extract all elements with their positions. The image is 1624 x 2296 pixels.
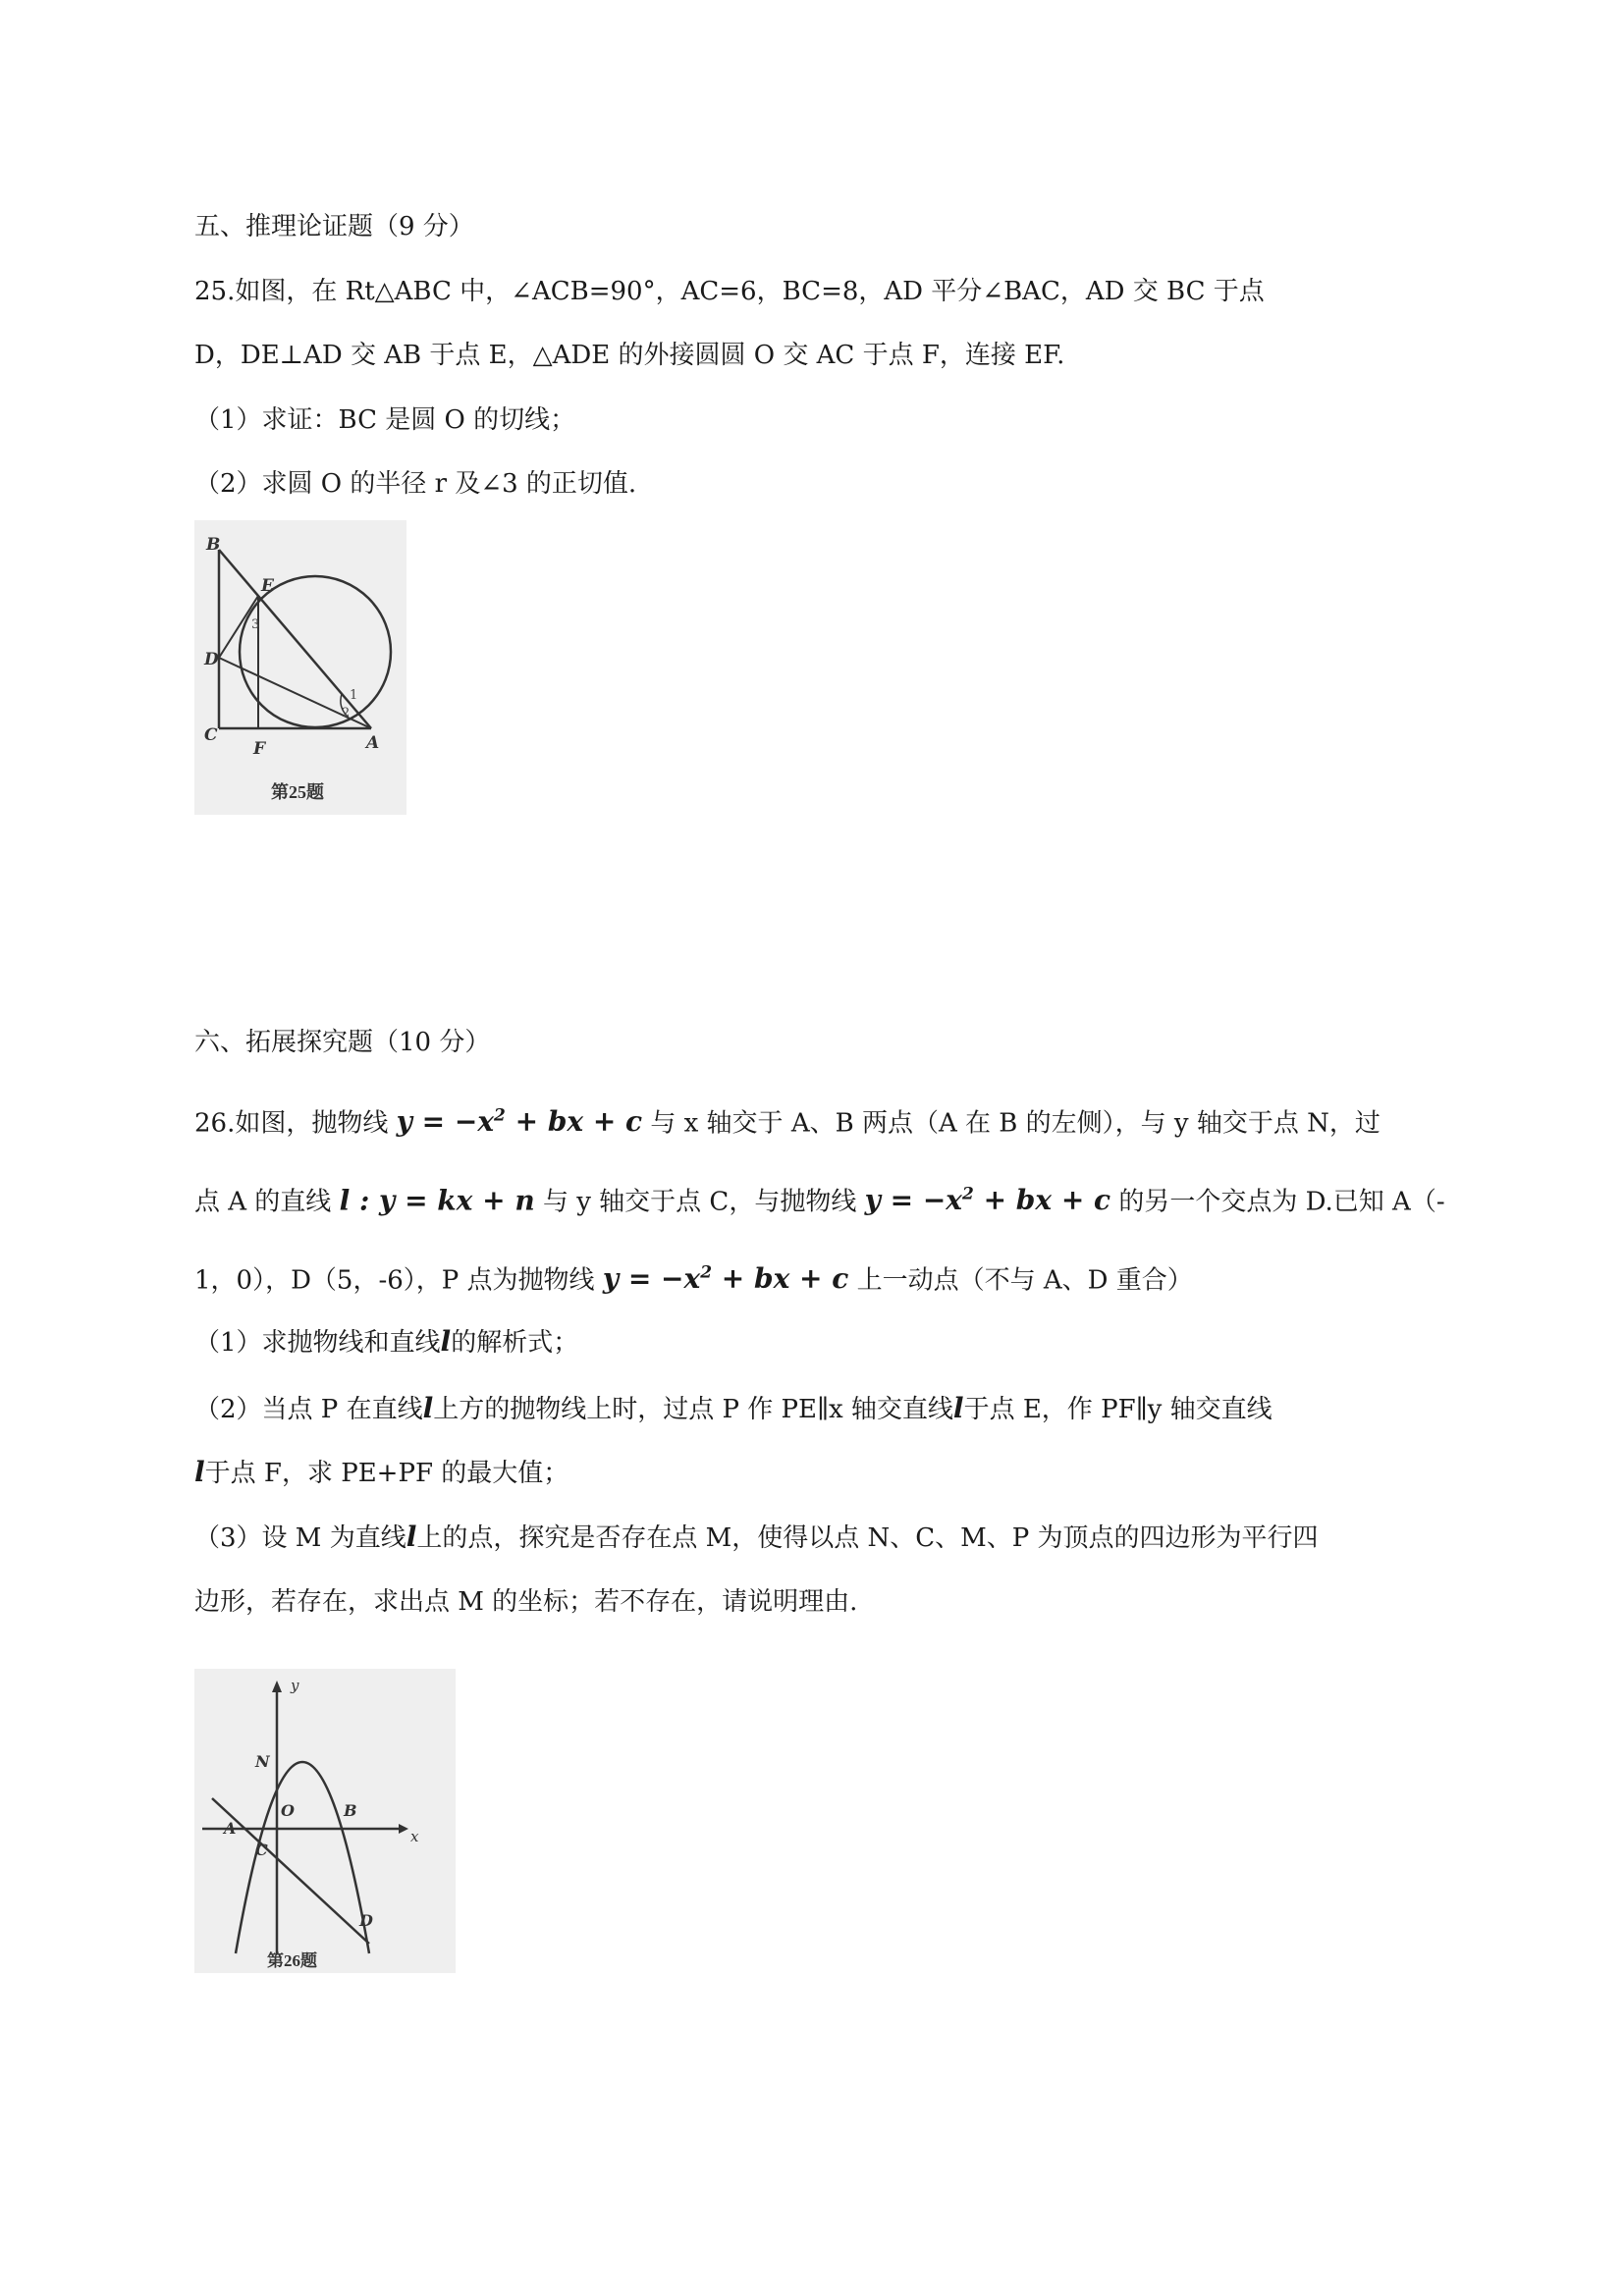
line-l-symbol: l (422, 1392, 434, 1424)
y-axis-arrow (272, 1681, 282, 1692)
q26-part3-line2: 边形，若存在，求出点 M 的坐标；若不存在，请说明理由. (194, 1587, 858, 1617)
q26-part3-text-a: （3）设 M 为直线 (194, 1523, 406, 1553)
section6-heading: 六、拓展探究题（10 分） (194, 1028, 491, 1057)
q25-figure (194, 520, 406, 815)
label-d: D (204, 650, 219, 669)
label-b-point: B (344, 1801, 357, 1820)
q26-line1 (194, 1099, 1380, 1140)
label-angle-3: 3 (251, 617, 260, 632)
label-d-point: D (359, 1911, 373, 1930)
q26-line3-text-a: 1，0），D（5，-6），P 点为抛物线 (194, 1265, 595, 1296)
figure-caption: 第25题 (271, 782, 324, 802)
line-l-symbol: l (406, 1521, 417, 1553)
x-axis-arrow (399, 1824, 408, 1834)
q26-part1-text-b: 的解析式； (451, 1328, 579, 1358)
line-l-symbol: l (952, 1392, 964, 1424)
label-n: N (255, 1752, 270, 1771)
q26-part1-text-a: （1）求抛物线和直线 (194, 1328, 441, 1358)
q26-line1-rest: 与 x 轴交于 A、B 两点（A 在 B 的左侧），与 y 轴交于点 N，过 (650, 1108, 1380, 1139)
q26-part3-line1 (194, 1521, 1319, 1555)
line-l-symbol: l (440, 1325, 452, 1358)
q26-part2-text-d: 于点 F，求 PE+PF 的最大值； (204, 1459, 569, 1488)
label-x: x (410, 1828, 419, 1845)
q26-part2-line2 (194, 1456, 568, 1490)
q26-line2-text-a: 点 A 的直线 (194, 1187, 332, 1217)
q25-line2: D，DE⊥AD 交 AB 于点 E，△ADE 的外接圆圆 O 交 AC 于点 F，连接 EF. (194, 341, 1065, 370)
line-l-symbol: l (194, 1456, 205, 1488)
q26-intro-text: 26.如图，抛物线 (194, 1108, 389, 1139)
q26-part2-line1 (194, 1392, 1272, 1426)
q26-part1 (194, 1325, 578, 1360)
q26-line2 (194, 1178, 1445, 1218)
q26-line2-text-b: 与 y 轴交于点 C，与抛物线 (542, 1187, 857, 1217)
parabola-equation: $y = -x^2$ + bx + c (864, 1184, 1111, 1217)
label-angle-1: 1 (350, 688, 358, 703)
figure-caption: 第26题 (267, 1951, 317, 1970)
q26-figure (194, 1669, 456, 1973)
label-c-point: C (255, 1841, 268, 1859)
label-e: E (261, 576, 274, 596)
section5-heading: 五、推理论证题（9 分） (194, 212, 474, 241)
line-equation: l : y = kx + n (339, 1184, 535, 1217)
parabola-equation: $y = -x^2$ + bx + c (396, 1105, 643, 1139)
label-o: O (281, 1801, 295, 1820)
label-a: A (366, 733, 380, 753)
q26-line3 (194, 1256, 1193, 1297)
q26-part3-text-b: 上的点，探究是否存在点 M，使得以点 N、C、M、P 为顶点的四边形为平行四 (416, 1523, 1319, 1553)
q25-part1: （1）求证：BC 是圆 O 的切线； (194, 405, 576, 435)
label-angle-2: 2 (342, 706, 351, 721)
label-c: C (204, 725, 218, 745)
q26-part2-text-c: 于点 E，作 PF∥y 轴交直线 (963, 1395, 1272, 1424)
q25-part2: （2）求圆 O 的半径 r 及∠3 的正切值. (194, 469, 637, 499)
q25-line1: 25.如图，在 Rt△ABC 中，∠ACB=90°，AC=6，BC=8，AD 平分∠BAC，AD 交 BC 于点 (194, 277, 1265, 306)
label-a-point: A (224, 1819, 237, 1838)
q26-line3-text-b: 上一动点（不与 A、D 重合） (856, 1265, 1193, 1296)
label-f: F (253, 739, 266, 759)
q26-line2-text-c: 的另一个交点为 D.已知 A（- (1118, 1187, 1445, 1217)
parabola-equation: $y = -x^2$ + bx + c (602, 1262, 849, 1296)
q25-diagram (194, 520, 406, 815)
q26-part2-text-a: （2）当点 P 在直线 (194, 1395, 423, 1424)
label-b: B (206, 535, 221, 555)
label-y: y (291, 1677, 299, 1694)
q26-part2-text-b: 上方的抛物线上时，过点 P 作 PE∥x 轴交直线 (433, 1395, 953, 1424)
q26-diagram (194, 1669, 456, 1973)
